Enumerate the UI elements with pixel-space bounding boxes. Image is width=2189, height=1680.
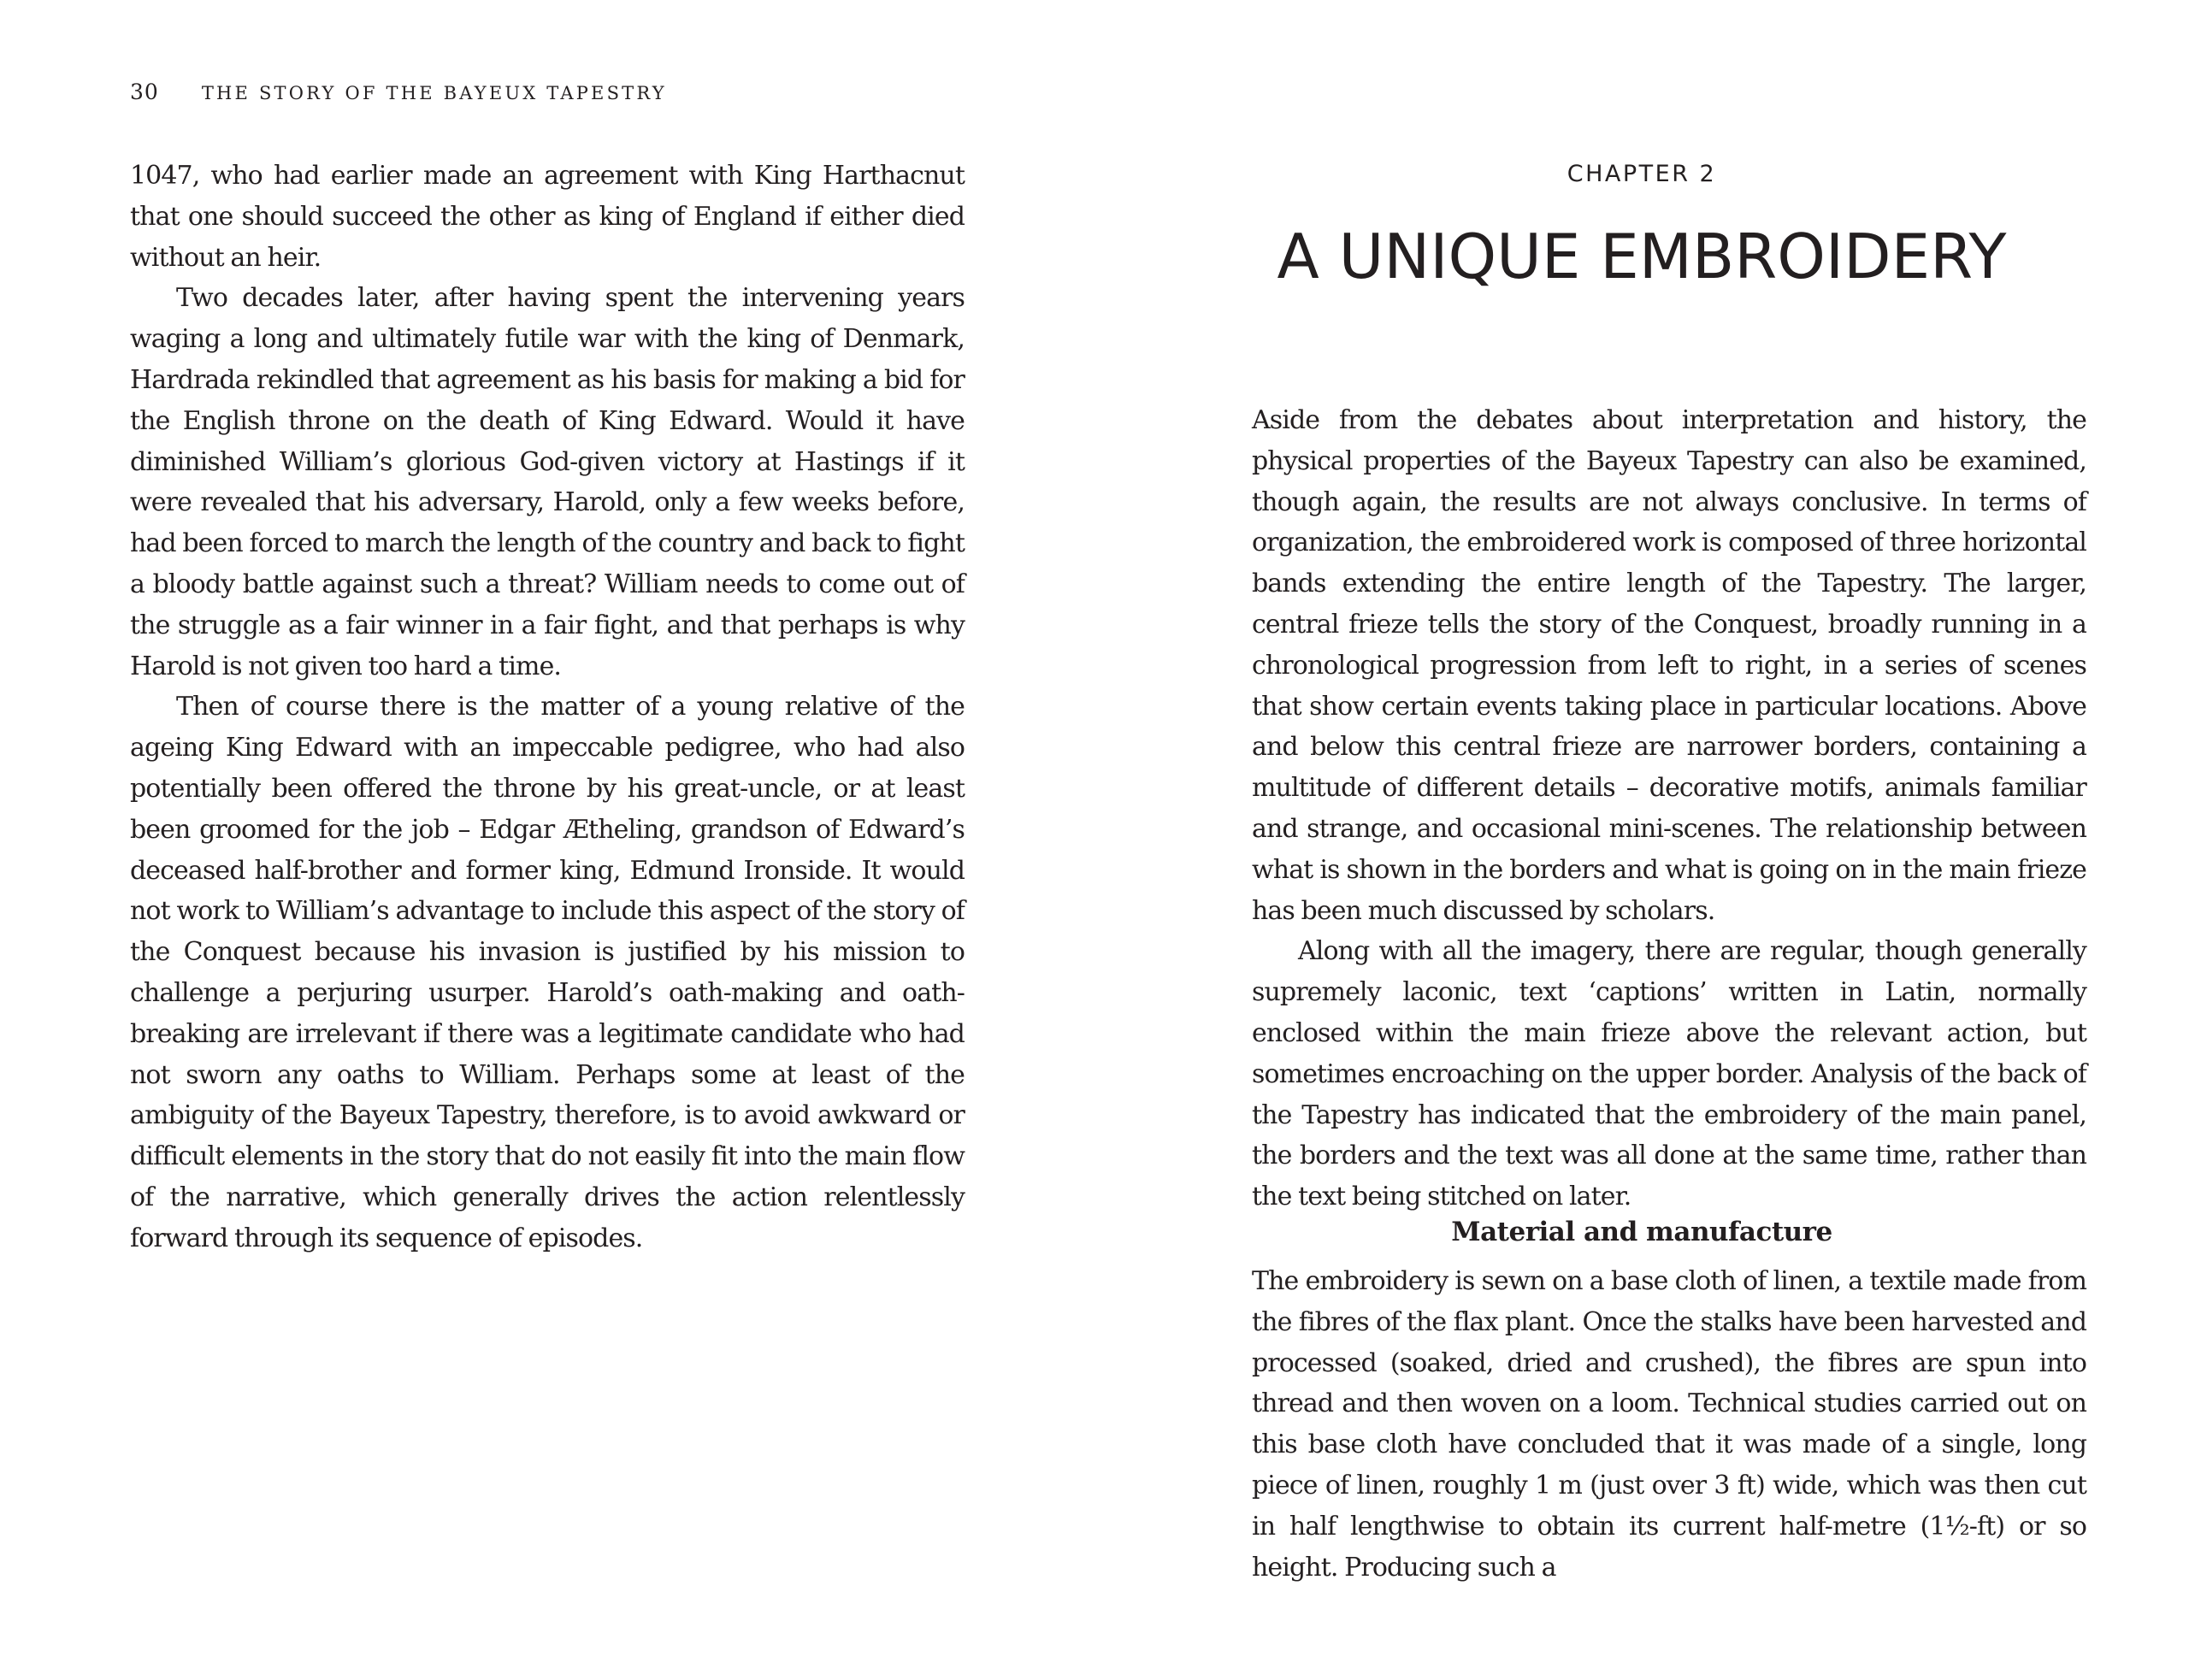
paragraph: Then of course there is the matter of a young relative of the ageing King Edward with an impeccable pedigree, who had also potentially been offered the throne by his great-uncle, or at least been groomed for the job – Edgar Ætheling, grandson of Edward’s deceased half-brother and former king, Edmund Ironside. It would not work to William’s advantage to include this aspect of the story of the Conquest because his invasion is justified by his mission to challenge a perjuring usurper. Harold’s oath-making and oath-breaking are irrelevant if there was a legitimate candidate who had not sworn any oaths to William. Perhaps some at least of the ambiguity of the Bayeux Tapestry, therefore, is to avoid awkward or difficult elements in the story that do not easily fit into the main flow of the narrative, which generally drives the action relentlessly forward through its sequence of episodes.: [130, 692, 965, 1253]
left-page: [0, 0, 1094, 1680]
paragraph: Two decades later, after having spent the intervening years waging a long and ultimately futile war with the king of Denmark, Hardrada rekindled that agreement as his basis for making a bid for the English throne on the death of King Edward. Would it have diminished William’s glorious God-given victory at Hastings if it were revealed that his adversary, Harold, only a few weeks before, had been forced to march the length of the country and back to fight a bloody battle against such a threat? William needs to come out of the struggle as a fair winner in a fair fight, and that perhaps is why Harold is not given too hard a time.: [130, 283, 965, 681]
right-page: [1094, 0, 2189, 1680]
chapter-title: A UNIQUE EMBROIDERY: [1277, 221, 2007, 292]
section-body-text: [1252, 1261, 2086, 1588]
paragraph: Along with all the imagery, there are regular, though generally supremely laconic, text ‘captions’ written in Latin, normally enclosed within the main frieze above the relevant action, but sometimes encroaching on the upper border. Analysis of the back of the Tapestry has indicated that the embroidery of the main panel, the borders and the text was all done at the same time, rather than the text being stitched on later.: [1252, 936, 2086, 1212]
chapter-intro-text: [1252, 400, 2086, 1217]
page-number: 30: [130, 80, 159, 104]
running-head: [130, 80, 667, 104]
paragraph: The embroidery is sewn on a base cloth of linen, a textile made from the fibres of the flax plant. Once the stalks have been harvested and processed (soaked, dried and crushed), the fibres are spun into thread and then woven on a loom. Technical studies carried out on this base cloth have concluded that it was made of a single, long piece of linen, roughly 1 m (just over 3 ft) wide, which was then cut in half lengthwise to obtain its current half-metre (1½-ft) or so height. Producing such a: [1252, 1266, 2086, 1583]
running-head-title: THE STORY OF THE BAYEUX TAPESTRY: [201, 83, 667, 103]
section-heading: Material and manufacture: [1451, 1217, 1832, 1247]
paragraph: Aside from the debates about interpretation and history, the physical properties of the Bayeux Tapestry can also be examined, though again, the results are not always conclusive. In terms of organization, the embroidered work is composed of three horizontal bands extending the entire length of the Tapestry. The larger, central frieze tells the story of the Conquest, broadly running in a chronological progression from left to right, in a series of scenes that show certain events taking place in particular locations. Above and below this central frieze are narrower borders, containing a multitude of different details – decorative motifs, animals familiar and strange, and occasional mini-scenes. The relationship between what is shown in the borders and what is going on in the main frieze has been much discussed by scholars.: [1252, 405, 2086, 926]
paragraph: 1047, who had earlier made an agreement with King Harthacnut that one should succeed the other as king of England if either died without an heir.: [130, 161, 965, 273]
chapter-label: CHAPTER 2: [1567, 161, 1717, 187]
left-body-text: [130, 156, 965, 1259]
